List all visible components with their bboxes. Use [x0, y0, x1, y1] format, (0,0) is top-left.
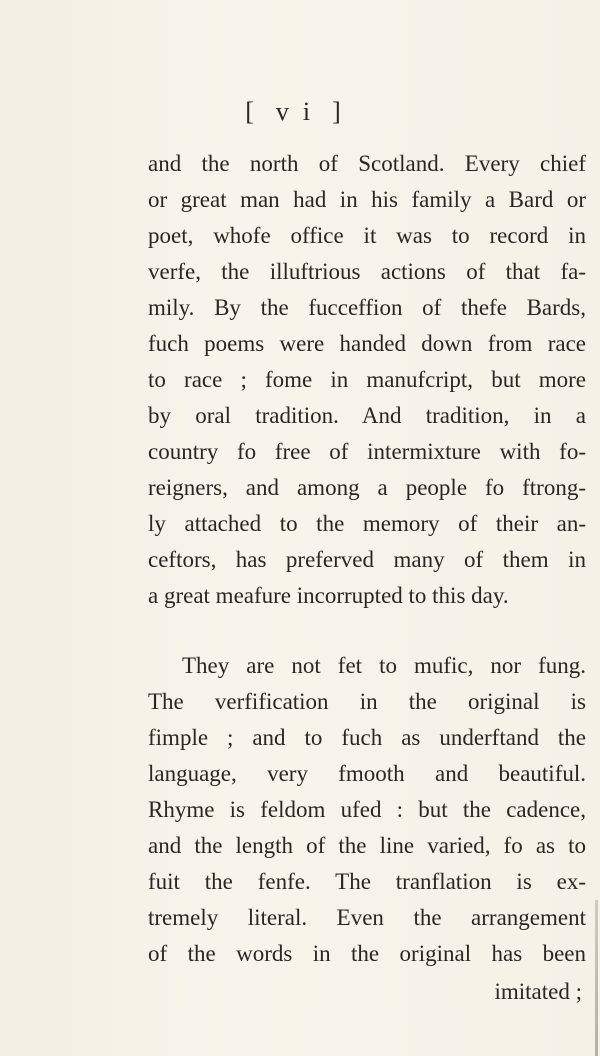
catchword: imitated ; [494, 979, 582, 1004]
text-line: a great meafure incorrupted to this day. [148, 583, 509, 608]
text-line: reigners, and among a people fo ftrong- [148, 475, 586, 500]
text-line: ceftors, has preferved many of them in [148, 547, 586, 572]
text-line: verfe, the illuftrious actions of that fa- [148, 259, 586, 284]
text-line: They are not fet to mufic, nor fung. [182, 653, 586, 678]
text-line: fimple ; and to fuch as underftand the [148, 725, 586, 750]
text-line: and the length of the line varied, fo as to [148, 833, 586, 858]
text-line: by oral tradition. And tradition, in a [148, 403, 586, 428]
page-number-numeral: vi [275, 97, 325, 126]
text-line: to race ; fome in manufcript, but more [148, 367, 586, 392]
text-line: tremely literal. Even the arrangement [148, 905, 586, 930]
page-number-close-bracket: ] [332, 97, 355, 126]
text-line: fuch poems were handed down from race [148, 331, 586, 356]
text-line: mily. By the fucceffion of thefe Bards, [148, 295, 586, 320]
page-number-open-bracket: [ [245, 97, 268, 126]
page-number [0, 97, 600, 127]
text-line: language, very fmooth and beautiful. [148, 761, 586, 786]
text-line: and the north of Scotland. Every chief [148, 151, 586, 176]
text-line: ly attached to the memory of their an- [148, 511, 586, 536]
text-line: fuit the fenfe. The tranflation is ex- [148, 869, 586, 894]
text-line: of the words in the original has been [148, 941, 586, 966]
text-line: poet, whofe office it was to record in [148, 223, 586, 248]
page-edge-shadow [595, 900, 598, 1056]
text-line: Rhyme is feldom ufed : but the cadence, [148, 797, 586, 822]
text-line: The verfification in the original is [148, 689, 586, 714]
text-line: country fo free of intermixture with fo- [148, 439, 586, 464]
text-line: or great man had in his family a Bard or [148, 187, 586, 212]
